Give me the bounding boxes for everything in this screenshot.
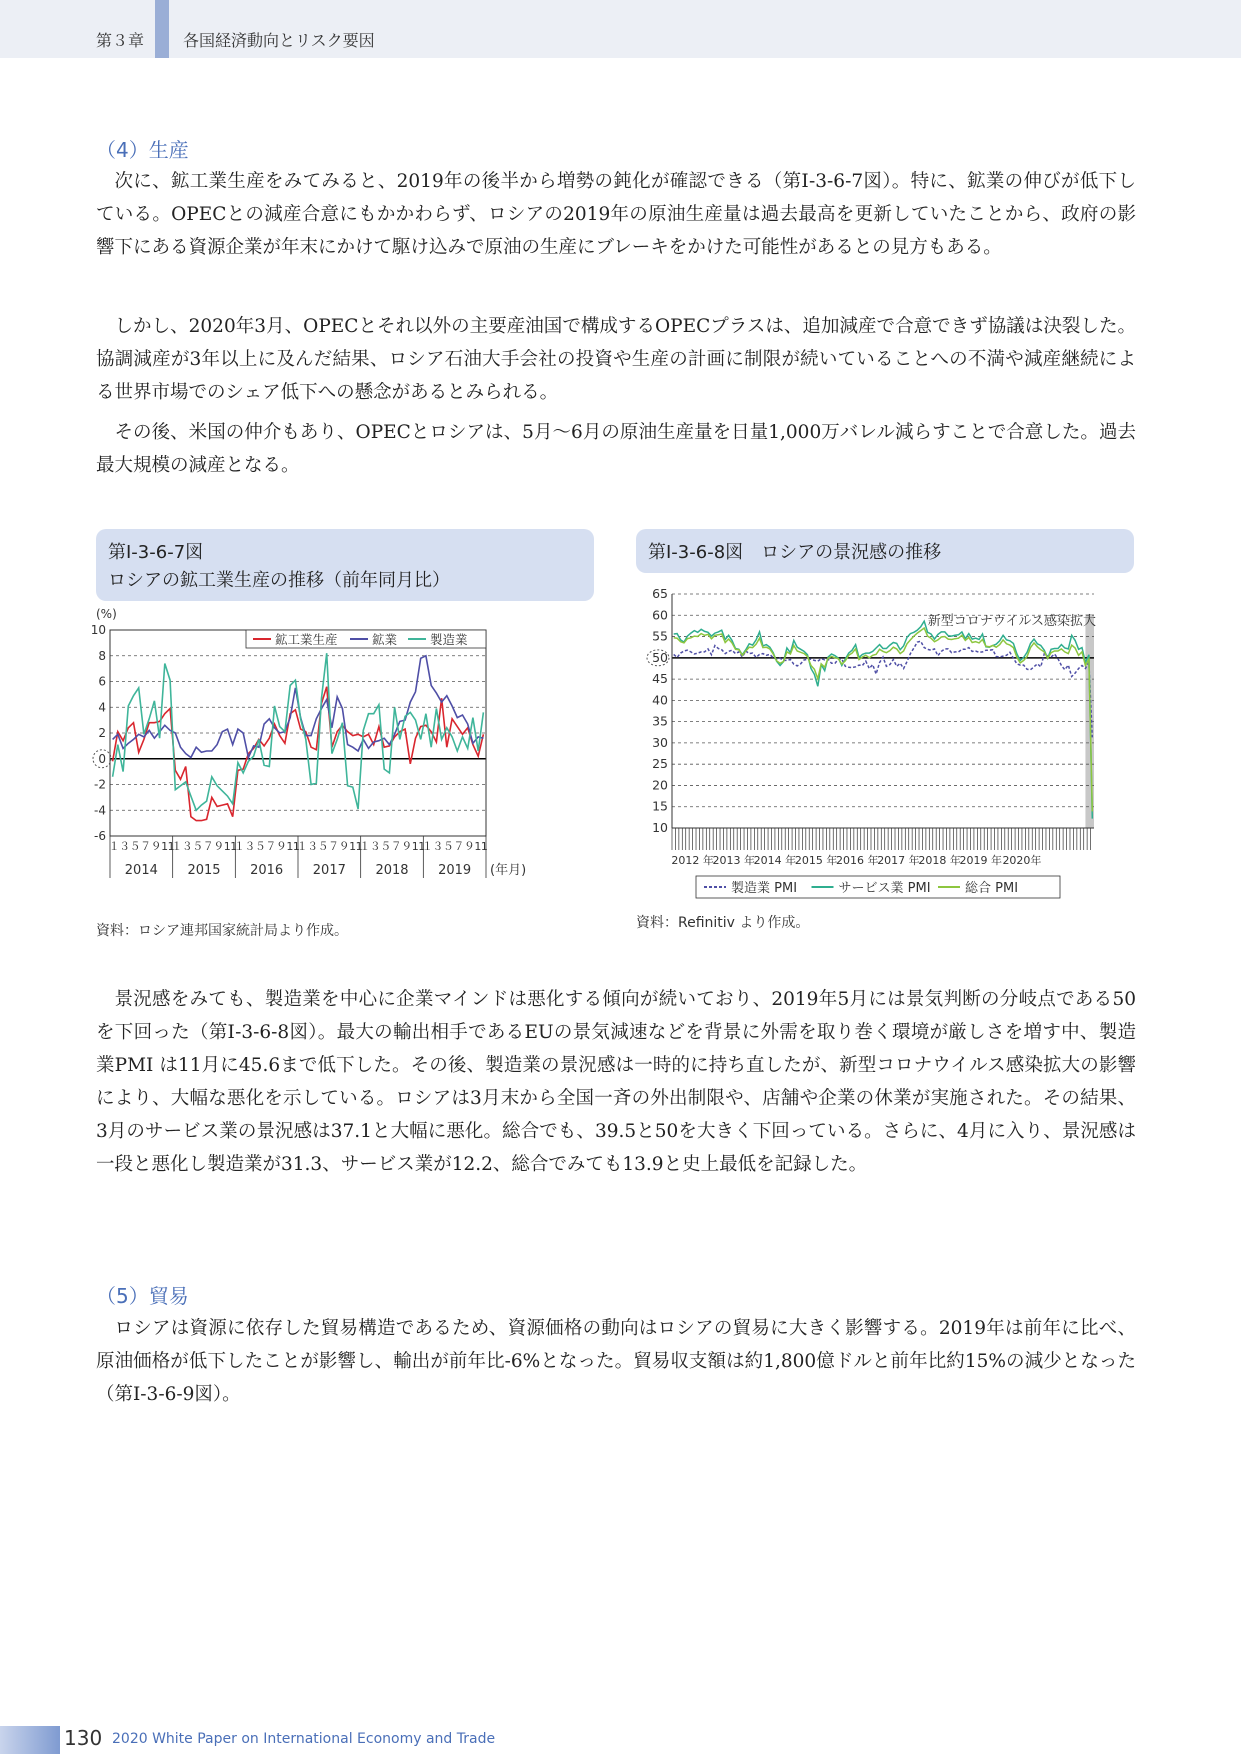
y-tick-label: 10 <box>90 623 106 637</box>
year-label: 2016 <box>250 863 284 878</box>
month-tick-labels: １３５７９11 <box>421 840 488 853</box>
y-axis-unit: (%) <box>96 607 117 621</box>
figure-title: ロシアの鉱工業生産の推移（前年同月比） <box>108 570 450 591</box>
legend-label: 製造業 PMI <box>731 881 798 896</box>
legend-label: 製造業 <box>430 632 468 647</box>
y-tick-label: 60 <box>652 607 668 623</box>
year-label: 2016 年 <box>836 854 879 867</box>
series-line <box>113 653 484 810</box>
year-label: 2018 <box>375 863 409 878</box>
figure-source: 資料：Refinitiv より作成。 <box>636 915 810 931</box>
month-tick-labels: １３５７９11 <box>233 840 300 853</box>
legend-label: サービス業 PMI <box>838 881 931 896</box>
paragraph: 景況感をみても、製造業を中心に企業マインドは悪化する傾向が続いており、2019年5月には景気判断の分岐点である50を下回った（第Ⅰ-3-6-8図）。最大の輸出相手であるEUの景気減速などを背景に外需を取り巻く環境が厳しさを増す中、製造業PMI は11月に45.6まで低下した。その後、製造業の景況感は一時的に持ち直したが、新型コロナウイルス感染拡大の影響により、大幅な悪化を示している。ロシアは3月末から全国一斉の外出制限や、店舗や企業の休業が実施された。その結果、3月のサービス業の景況感は37.1と大幅に悪化。総合でも、39.5と50を大きく下回っている。さらに、4月に入り、景況感は一段と悪化し製造業が31.3、サービス業が12.2、総合でみても13.9と史上最低を記録した。 <box>96 989 1136 1175</box>
y-tick-label: 45 <box>652 671 668 687</box>
publication-title: 2020 White Paper on International Economy and Trade <box>112 1731 496 1747</box>
year-label: 2014 年 <box>753 854 797 867</box>
y-tick-label: 10 <box>652 820 668 835</box>
legend-label: 鉱業 <box>372 632 398 647</box>
y-tick-label: 35 <box>652 713 668 729</box>
page-number: 130 <box>64 1726 103 1750</box>
y-tick-label: 55 <box>652 628 668 644</box>
header-accent <box>155 0 169 58</box>
year-label: 2020年 <box>1002 854 1042 867</box>
chapter-title: 各国経済動向とリスク要因 <box>183 31 375 50</box>
pmi-chart <box>636 580 1136 910</box>
y-tick-label: 40 <box>652 692 668 708</box>
x-axis-unit: (年月) <box>490 863 527 878</box>
y-tick-label: 2 <box>98 726 106 740</box>
section-heading-production: （4）生産 <box>96 138 189 162</box>
year-label: 2015 <box>187 863 221 878</box>
paragraph: ロシアは資源に依存した貿易構造であるため、資源価格の動向はロシアの貿易に大きく影響する。2019年は前年に比べ、原油価格が低下したことが影響し、輸出が前年比-6%となった。貿易収支額は約1,800億ドルと前年比約15%の減少となった（第Ⅰ-3-6-9図）。 <box>96 1318 1136 1405</box>
series-line <box>674 628 1093 811</box>
figure-number: 第Ⅰ-3-6-7図 <box>108 542 204 563</box>
paragraph: しかし、2020年3月、OPECとそれ以外の主要産油国で構成するOPECプラスは、追加減産で合意できず協議は決裂した。協調減産が3年以上に及んだ結果、ロシア石油大手会社の投資や生産の計画に制限が続いていることへの不満や減産継続による世界市場でのシェア低下への懸念があるとみられる。 <box>96 316 1136 403</box>
year-label: 2017 年 <box>877 854 920 867</box>
paragraph: その後、米国の仲介もあり、OPECとロシアは、5月～6月の原油生産量を日量1,000万バレル減らすことで合意した。過去最大規模の減産となる。 <box>96 422 1136 476</box>
month-tick-labels: １３５７９11 <box>108 840 175 853</box>
y-tick-label: 50 <box>652 649 668 665</box>
figure-source: 資料：ロシア連邦国家統計局より作成。 <box>96 923 348 939</box>
year-label: 2019 年 <box>959 854 1003 867</box>
year-label: 2015 年 <box>794 854 838 867</box>
year-label: 2012 年 <box>671 854 714 867</box>
section-heading-trade: （5）貿易 <box>96 1284 189 1308</box>
y-tick-label: 0 <box>98 751 106 766</box>
month-tick-labels: １３５７９11 <box>296 840 363 853</box>
y-tick-label: 30 <box>652 734 668 750</box>
chapter-label: 第３章 <box>96 31 145 50</box>
footer-bar <box>0 1726 60 1754</box>
covid-annotation: 新型コロナウイルス感染拡大 <box>927 614 1096 629</box>
y-tick-label: 6 <box>98 674 106 689</box>
y-tick-label: -4 <box>94 803 106 818</box>
series-line <box>674 641 1093 737</box>
y-tick-label: -2 <box>94 777 106 792</box>
figure-title-box <box>96 529 594 601</box>
legend-label: 鉱工業生産 <box>275 632 338 647</box>
y-tick-label: 25 <box>652 756 668 772</box>
year-label: 2014 <box>124 863 158 878</box>
year-label: 2019 <box>438 863 472 878</box>
y-tick-label: -6 <box>94 829 106 843</box>
series-line <box>113 656 484 758</box>
figure-number: 第Ⅰ-3-6-8図 ロシアの景況感の推移 <box>648 542 942 563</box>
paragraph: 次に、鉱工業生産をみてみると、2019年の後半から増勢の鈍化が確認できる（第Ⅰ-3-6-7図）。特に、鉱業の伸びが低下している。OPECとの減産合意にもかかわらず、ロシアの2019年の原油生産量は過去最高を更新していたことから、政府の影響下にある資源企業が年末にかけて駆け込みで原油の生産にブレーキをかけた可能性があるとの見方もある。 <box>96 171 1136 258</box>
y-tick-label: 15 <box>652 798 668 814</box>
industrial-production-chart <box>90 604 596 920</box>
month-tick-labels: １３５７９11 <box>171 840 237 853</box>
year-label: 2018 年 <box>918 854 961 867</box>
year-label: 2017 <box>312 863 346 878</box>
figure-title-box <box>636 529 1134 573</box>
y-tick-label: 4 <box>98 700 106 715</box>
y-tick-label: 8 <box>98 648 106 663</box>
y-tick-label: 20 <box>652 777 668 793</box>
month-tick-labels: １３５７９11 <box>359 840 425 853</box>
y-tick-label: 65 <box>652 586 668 601</box>
year-label: 2013 年 <box>712 854 756 867</box>
legend-label: 総合 PMI <box>965 881 1019 896</box>
